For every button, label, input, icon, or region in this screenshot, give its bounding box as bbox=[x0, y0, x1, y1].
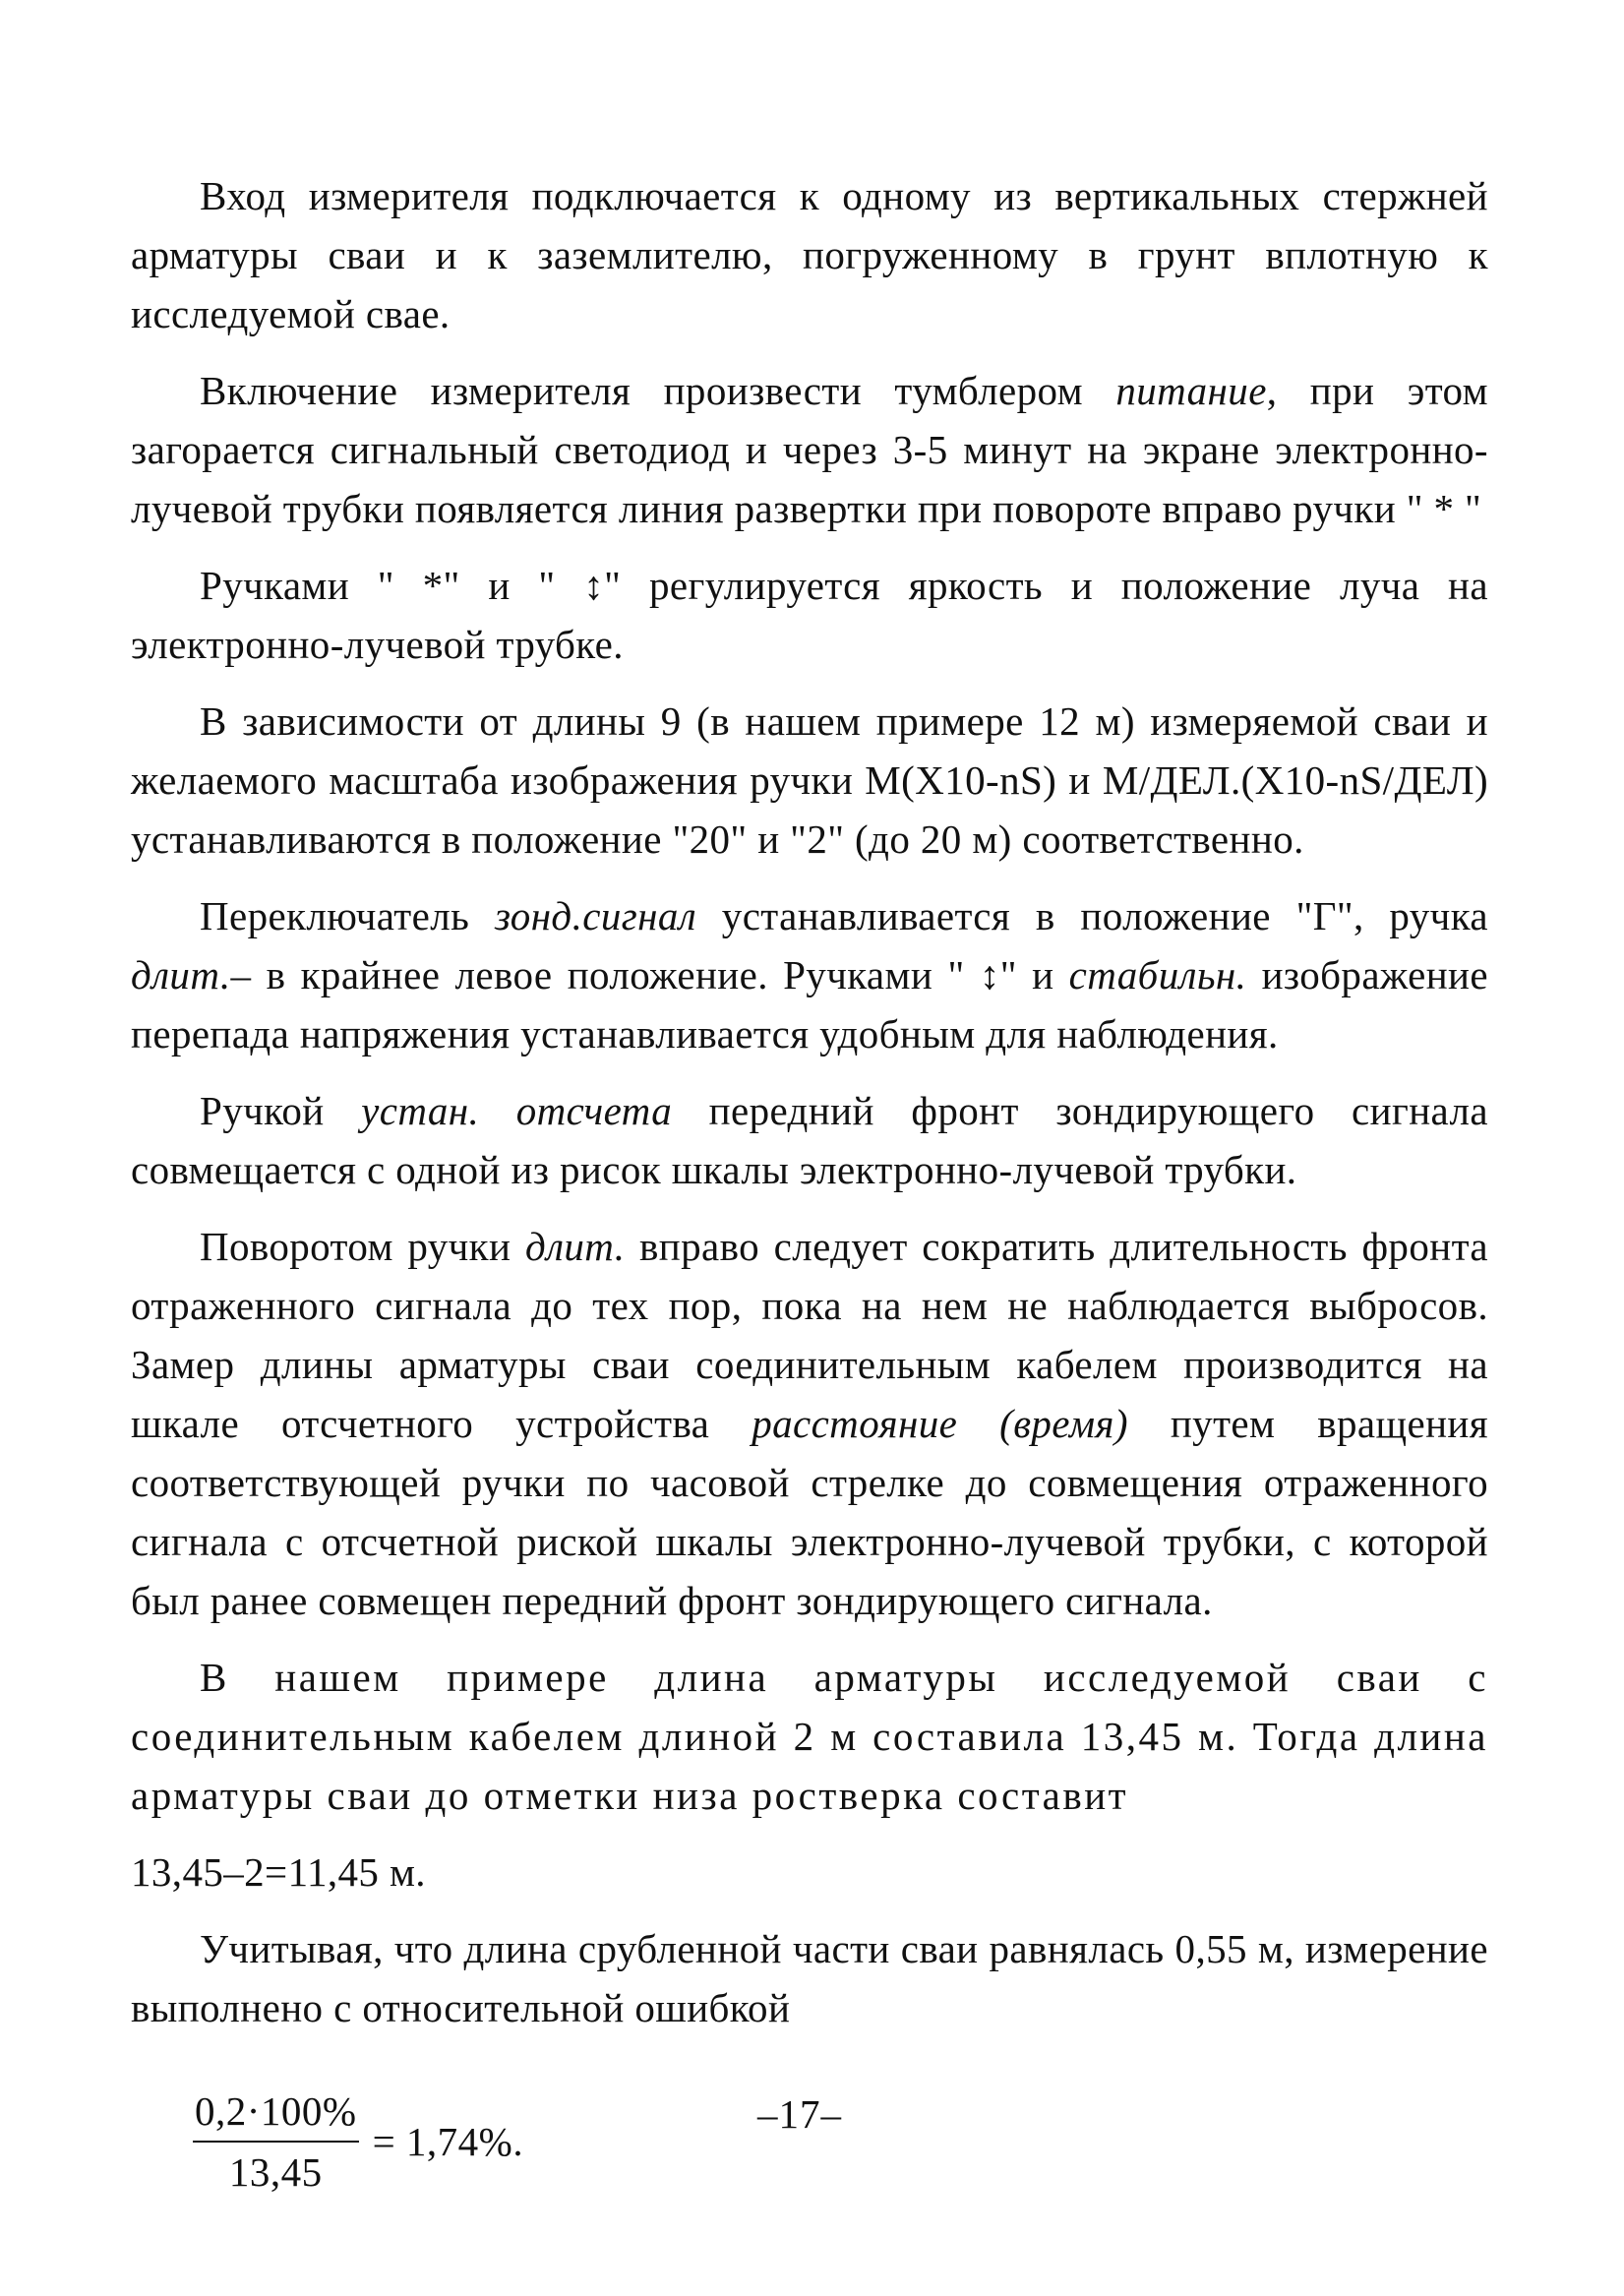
calculation-line bbox=[131, 1843, 1488, 1902]
paragraph bbox=[131, 1217, 1488, 1630]
italic-term: длит. bbox=[131, 952, 231, 997]
text-run: Учитывая, что длина срубленной части сваи равнялась 0,55 м, измерение выполнено с относительной ошибкой bbox=[131, 1926, 1488, 2030]
fraction-denominator: 13,45 bbox=[228, 2149, 323, 2195]
page-number: –17– bbox=[757, 2091, 842, 2137]
italic-term: зонд.сигнал bbox=[494, 893, 697, 938]
italic-term: питание bbox=[1115, 368, 1267, 413]
paragraph bbox=[131, 1081, 1488, 1199]
text-run: вправо следует сократить длительность фронта отраженного сигнала до тех пор, пока на нем не наблюдается выбросов. Замер длины арматуры сваи соединительным кабелем производится на шкале отсчетного устройства bbox=[131, 1224, 1488, 1446]
paragraph bbox=[131, 361, 1488, 538]
text-run: – в крайнее левое положение. Ручками " ↕" и bbox=[230, 952, 1069, 997]
italic-term: длит. bbox=[524, 1224, 626, 1269]
text-run: , при этом загорается сигнальный светодиод и через 3-5 минут на экране электронно-лучевой трубки появляется линия развертки при повороте вправо ручки " * " bbox=[131, 368, 1488, 531]
italic-term: расстояние (время) bbox=[752, 1401, 1128, 1446]
text-run: В зависимости от длины 9 (в нашем примере 12 м) измеряемой сваи и желаемого масштаба изображения ручки М(Х10-nS) и М/ДЕЛ.(Х10-nS/ДЕЛ) устанавливаются в положение "20" и "2" (до 20 м) соответственно. bbox=[131, 698, 1488, 862]
text-run: Ручками " *" и " ↕" регулируется яркость и положение луча на электронно-лучевой трубке. bbox=[131, 563, 1488, 667]
text-run: 13,45–2=11,45 м. bbox=[131, 1849, 426, 1895]
paragraph bbox=[131, 1648, 1488, 1825]
body-text bbox=[131, 166, 1488, 2055]
text-run: Поворотом ручки bbox=[200, 1224, 525, 1269]
text-run: устанавливается в положение "Г", ручка bbox=[696, 893, 1488, 938]
paragraph bbox=[131, 692, 1488, 869]
fraction bbox=[193, 2085, 359, 2198]
paragraph bbox=[131, 886, 1488, 1063]
text-run: изображение перепада напряжения устанавливается удобным для наблюдения. bbox=[131, 952, 1488, 1057]
fraction-numerator: 0,2·100% bbox=[193, 2085, 359, 2143]
text-run: путем вращения соответствующей ручки по часовой стрелке до совмещения отраженного сигнала с отсчетной риской шкалы электронно-лучевой трубки, с которой был ранее совмещен передний фронт зондирующего сигнала. bbox=[131, 1401, 1489, 1623]
italic-term: стабильн. bbox=[1068, 952, 1247, 997]
text-run: Переключатель bbox=[200, 893, 495, 938]
paragraph bbox=[131, 556, 1488, 674]
text-run: Включение измерителя произвести тумблером bbox=[200, 368, 1116, 413]
paragraph bbox=[131, 166, 1488, 343]
text-run: передний фронт зондирующего сигнала совмещается с одной из рисок шкалы электронно-лучевой трубки. bbox=[131, 1088, 1488, 1192]
error-formula bbox=[193, 2085, 523, 2198]
italic-term: устан. отсчета bbox=[361, 1088, 673, 1133]
text-run: Вход измерителя подключается к одному из вертикальных стержней арматуры сваи и к заземлителю, погруженному в грунт вплотную к исследуемой свае. bbox=[131, 173, 1488, 336]
formula-result: = 1,74%. bbox=[372, 2119, 524, 2164]
text-run: Ручкой bbox=[200, 1088, 362, 1133]
text-run: В нашем примере длина арматуры исследуемой сваи с соединительным кабелем длиной 2 м составила 13,45 м. Тогда длина арматуры сваи до отметки низа ростверка составит bbox=[131, 1655, 1488, 1818]
paragraph bbox=[131, 1919, 1488, 2037]
